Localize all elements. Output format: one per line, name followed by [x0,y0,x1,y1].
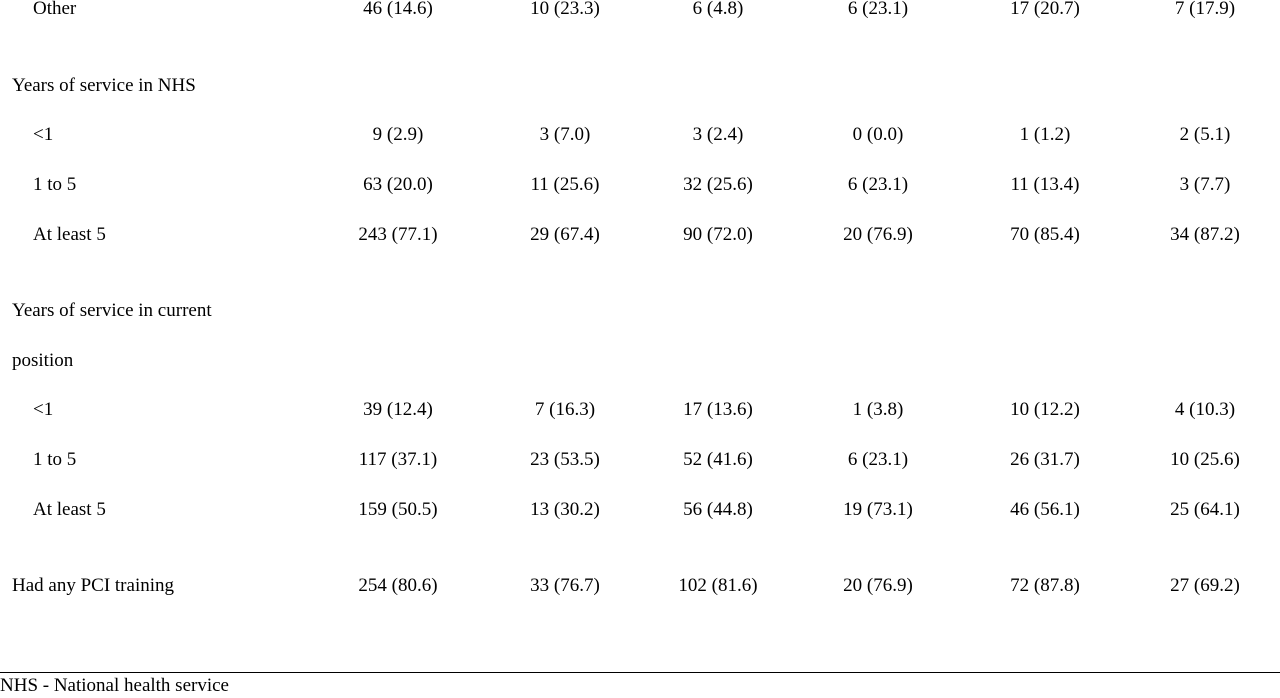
table-cell: 6 (23.1) [847,449,909,470]
table-cell: 7 (17.9) [1174,0,1236,19]
row-label: At least 5 [33,224,106,245]
row-label: 1 to 5 [33,449,77,470]
table-cell: 3 (2.4) [692,124,744,145]
table-cell: 17 (20.7) [1010,0,1080,19]
table-cell: 102 (81.6) [678,575,758,596]
table-cell: 19 (73.1) [843,499,913,520]
table-row [0,574,1280,598]
table-cell: 7 (16.3) [534,399,596,420]
table-cell: 46 (14.6) [363,0,433,19]
table-cell: 70 (85.4) [1010,224,1080,245]
table-cell: 6 (23.1) [847,174,909,195]
row-label: <1 [33,124,54,145]
table-cell: 32 (25.6) [683,174,753,195]
footnote: NHS - National health service [0,675,229,696]
table-cell: 254 (80.6) [358,575,438,596]
table-cell: 6 (4.8) [692,0,744,19]
section-heading [0,74,1280,98]
table-cell: 10 (23.3) [530,0,600,19]
table-cell: 3 (7.7) [1179,174,1231,195]
table-cell: 20 (76.9) [843,224,913,245]
table-cell: 20 (76.9) [843,575,913,596]
table-row [0,398,1280,422]
table-cell: 10 (25.6) [1170,449,1240,470]
row-label: 1 to 5 [33,174,77,195]
table-cell: 10 (12.2) [1010,399,1080,420]
table-cell: 9 (2.9) [372,124,424,145]
footnote-divider [0,672,1280,673]
table-cell: 6 (23.1) [847,0,909,19]
table-cell: 90 (72.0) [683,224,753,245]
table-cell: 4 (10.3) [1174,399,1236,420]
table-cell: 56 (44.8) [683,499,753,520]
table-cell: 34 (87.2) [1170,224,1240,245]
section-heading-label: position [12,350,74,371]
table-row [0,0,1280,21]
row-label: <1 [33,399,54,420]
table-cell: 27 (69.2) [1170,575,1240,596]
table-row [0,173,1280,197]
table-cell: 1 (3.8) [852,399,904,420]
table-row [0,498,1280,522]
table-cell: 17 (13.6) [683,399,753,420]
table-cell: 159 (50.5) [358,499,438,520]
table-cell: 46 (56.1) [1010,499,1080,520]
table-cell: 63 (20.0) [363,174,433,195]
table-cell: 39 (12.4) [363,399,433,420]
table-cell: 25 (64.1) [1170,499,1240,520]
table-cell: 52 (41.6) [683,449,753,470]
table-cell: 72 (87.8) [1010,575,1080,596]
section-heading-continued [0,349,1280,373]
row-label: At least 5 [33,499,106,520]
table-row [0,223,1280,247]
table-cell: 0 (0.0) [852,124,904,145]
table-cell: 33 (76.7) [530,575,600,596]
table-cell: 117 (37.1) [358,449,438,470]
table-cell: 29 (67.4) [530,224,600,245]
table-cell: 23 (53.5) [530,449,600,470]
table-cell: 11 (13.4) [1010,174,1080,195]
table-cell: 3 (7.0) [539,124,591,145]
row-label: Had any PCI training [12,575,175,596]
table-cell: 26 (31.7) [1010,449,1080,470]
table-row [0,123,1280,147]
table-row [0,448,1280,472]
table-cell: 11 (25.6) [530,174,600,195]
section-heading-label: Years of service in current [12,300,212,321]
table-cell: 1 (1.2) [1019,124,1071,145]
table-cell: 243 (77.1) [358,224,438,245]
table-cell: 13 (30.2) [530,499,600,520]
section-heading-label: Years of service in NHS [12,75,196,96]
section-heading [0,299,1280,323]
row-label: Other [33,0,77,19]
table-cell: 2 (5.1) [1179,124,1231,145]
